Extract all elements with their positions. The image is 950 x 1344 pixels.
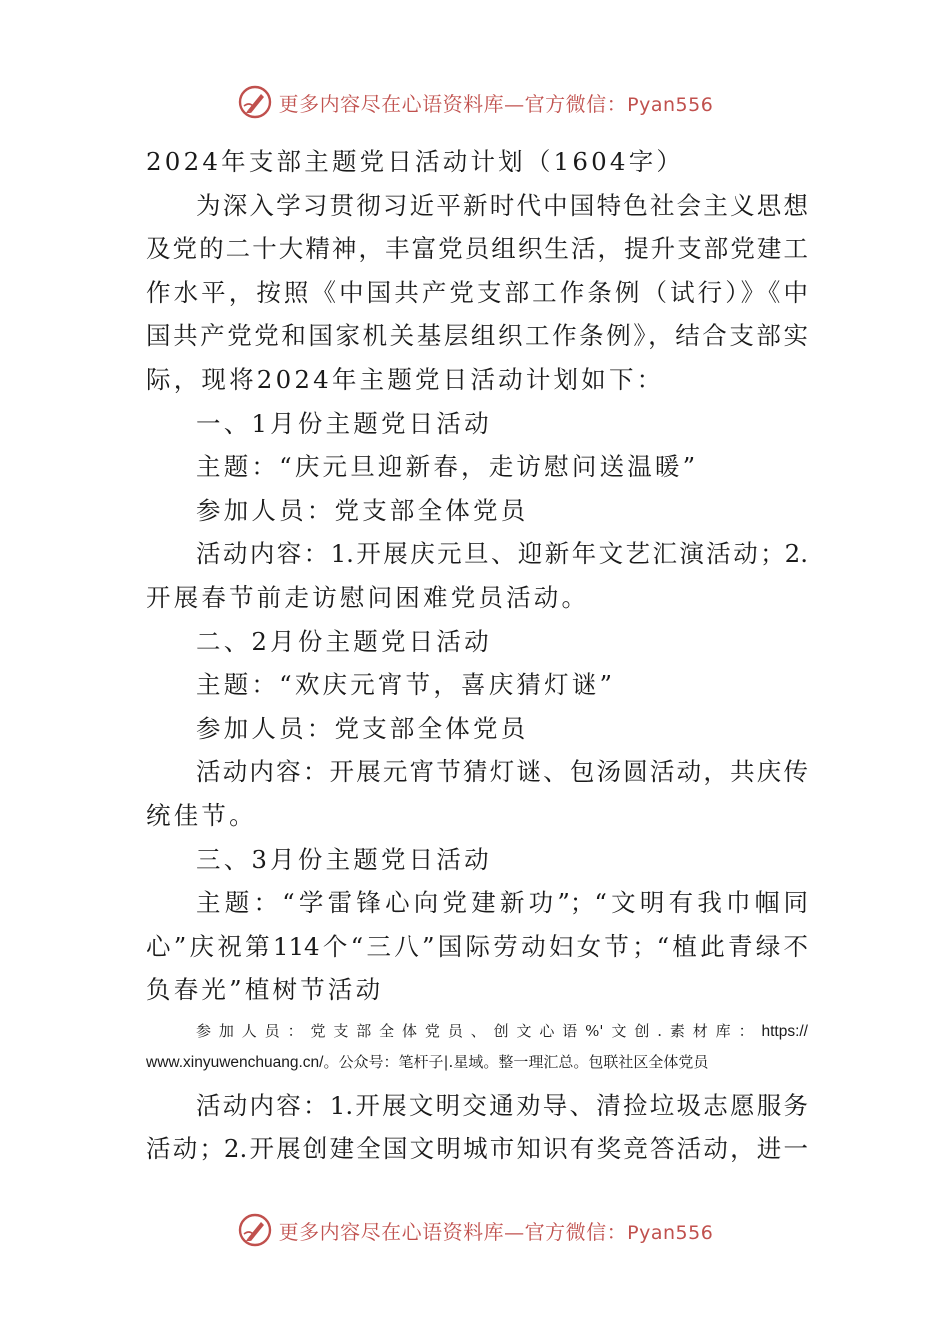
section-theme: 负春光”植树节活动: [146, 975, 384, 1005]
intro-line: 际，现将2024年主题党日活动计划如下：: [146, 364, 665, 394]
section-heading: 一、1月份主题党日活动: [196, 408, 492, 438]
section-people-note: 参加人员：党支部全体党员、创文心语%'文创.素材库：https://: [196, 1021, 808, 1040]
intro-line: 国共产党党和国家机关基层组织工作条例》，结合支部实: [146, 321, 808, 351]
wechat-id: Pyan556: [627, 93, 714, 116]
banner-text: 更多内容尽在心语资料库—官方微信：Pyan556: [278, 91, 714, 116]
section-theme: 心”庆祝第114个“三八”国际劳动妇女节；“植此青绿不: [146, 931, 808, 961]
section-content: 统佳节。: [146, 800, 257, 830]
banner-text: 更多内容尽在心语资料库—官方微信：Pyan556: [278, 1219, 714, 1244]
header-banner: [0, 82, 950, 122]
footer-banner: [0, 1210, 950, 1250]
section-heading: 三、3月份主题党日活动: [196, 844, 492, 874]
url-link: https://: [761, 1022, 808, 1040]
section-content: 活动内容：1.开展文明交通劝导、清捡垃圾志愿服务: [196, 1090, 808, 1120]
section-content: 活动内容：开展元宵节猜灯谜、包汤圆活动，共庆传: [196, 757, 808, 787]
wechat-id: Pyan556: [627, 1221, 714, 1244]
section-people: 参加人员：党支部全体党员: [196, 495, 529, 525]
url-link: www.xinyuwenchuang.cn/: [146, 1053, 324, 1071]
section-theme: 主题：“欢庆元宵节，喜庆猜灯谜”: [196, 670, 616, 700]
section-heading: 二、2月份主题党日活动: [196, 626, 492, 656]
pen-logo-icon: [237, 1212, 273, 1248]
section-content: 活动内容：1.开展庆元旦、迎新年文艺汇演活动；2.: [196, 539, 808, 569]
document-title: 2024年支部主题党日活动计划（1604字）: [146, 147, 685, 176]
section-people: 参加人员：党支部全体党员: [196, 713, 529, 743]
section-people-note: www.xinyuwenchuang.cn/。公众号：笔杆子|.星域。整一理汇总。包联社区全体党员: [146, 1052, 709, 1071]
pen-logo-icon: [237, 84, 273, 120]
section-theme: 主题：“学雷锋心向党建新功”；“文明有我巾帼同: [196, 888, 808, 918]
section-content: 活动；2.开展创建全国文明城市知识有奖竞答活动，进一: [146, 1134, 808, 1164]
section-theme: 主题：“庆元旦迎新春，走访慰问送温暖”: [196, 452, 699, 482]
section-content: 开展春节前走访慰问困难党员活动。: [146, 582, 590, 612]
intro-line: 及党的二十大精神，丰富党员组织生活，提升支部党建工: [146, 234, 808, 264]
intro-line: 作水平，按照《中国共产党支部工作条例（试行）》《中: [146, 277, 808, 307]
intro-line: 为深入学习贯彻习近平新时代中国特色社会主义思想: [196, 190, 808, 220]
document-body: [146, 140, 808, 1171]
